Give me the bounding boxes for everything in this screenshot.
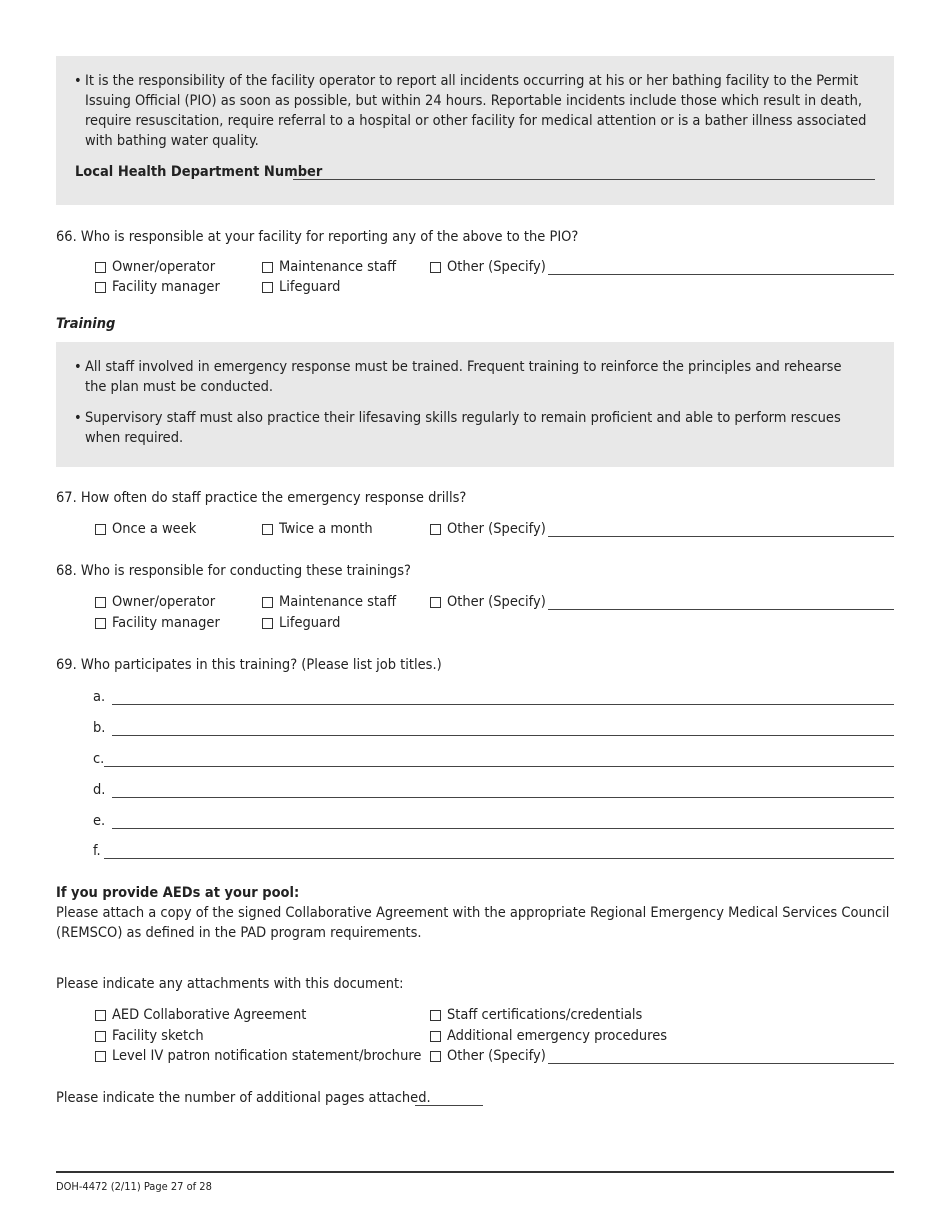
- q68-maintenance-staff-checkbox[interactable]: [262, 594, 396, 610]
- q66-lifeguard-checkbox[interactable]: [262, 279, 340, 295]
- notice-line-2: Issuing Official (PIO) as soon as possible, but within 24 hours. Reportable incidents include those which result in death,: [85, 93, 863, 109]
- lhd-number-label: Local Health Department Number: [75, 164, 323, 180]
- q66-question: 66. Who is responsible at your facility for reporting any of the above to the PIO?: [56, 229, 579, 245]
- option-label: Other (Specify): [447, 259, 546, 275]
- q66-other-checkbox[interactable]: [430, 259, 546, 275]
- checkbox-square: [262, 262, 273, 273]
- option-label: Lifeguard: [279, 279, 341, 295]
- option-label: Owner/operator: [112, 259, 216, 275]
- checkbox-square: [95, 262, 106, 273]
- aed-text-line-2: (REMSCO) as defined in the PAD program requirements.: [56, 925, 422, 941]
- q66-owner-operator-checkbox[interactable]: [95, 259, 215, 275]
- q67-twice-a-month-checkbox[interactable]: [262, 521, 373, 537]
- option-label: Other (Specify): [447, 1048, 546, 1064]
- option-label: Once a week: [112, 521, 197, 537]
- footer-rule: [56, 1171, 894, 1173]
- q69-letter-b: b.: [93, 720, 106, 736]
- training-bullet-1-line-1: All staff involved in emergency response must be trained. Frequent training to reinforce the principles and rehearse: [85, 359, 842, 375]
- q69-letter-d: d.: [93, 782, 106, 798]
- bullet: •: [74, 73, 82, 89]
- q68-question: 68. Who is responsible for conducting these trainings?: [56, 563, 411, 579]
- q69-job-title-field-d[interactable]: [112, 797, 894, 798]
- checkbox-square: [262, 524, 273, 535]
- checkbox-square: [430, 1031, 441, 1042]
- training-bullet-2-line-2: when required.: [85, 430, 184, 446]
- checkbox-square: [95, 1010, 106, 1021]
- option-label: Owner/operator: [112, 594, 216, 610]
- q68-other-specify-field[interactable]: [548, 609, 894, 610]
- option-label: AED Collaborative Agreement: [112, 1007, 307, 1023]
- q69-letter-f: f.: [93, 843, 101, 859]
- q66-facility-manager-checkbox[interactable]: [95, 279, 220, 295]
- training-bullet-2-line-1: Supervisory staff must also practice their lifesaving skills regularly to remain proficient and able to perform rescues: [85, 410, 841, 426]
- q68-other-checkbox[interactable]: [430, 594, 546, 610]
- checkbox-square: [95, 618, 106, 629]
- q69-letter-e: e.: [93, 813, 106, 829]
- lhd-number-field[interactable]: [293, 179, 875, 180]
- q68-lifeguard-checkbox[interactable]: [262, 615, 340, 631]
- option-label: Additional emergency procedures: [447, 1028, 668, 1044]
- q69-job-title-field-b[interactable]: [112, 735, 894, 736]
- checkbox-square: [430, 1010, 441, 1021]
- pages-attached-label: Please indicate the number of additional pages attached.: [56, 1090, 431, 1106]
- notice-line-1: It is the responsibility of the facility operator to report all incidents occurring at his or her bathing facility to the Permit: [85, 73, 859, 89]
- option-label: Lifeguard: [279, 615, 341, 631]
- option-label: Maintenance staff: [279, 594, 397, 610]
- bullet: •: [74, 359, 82, 375]
- pages-attached-field[interactable]: [415, 1105, 483, 1106]
- q67-once-a-week-checkbox[interactable]: [95, 521, 196, 537]
- option-label: Facility manager: [112, 279, 220, 295]
- q69-question: 69. Who participates in this training? (Please list job titles.): [56, 657, 442, 673]
- checkbox-square: [95, 524, 106, 535]
- level-iv-statement-checkbox[interactable]: [95, 1048, 421, 1064]
- option-label: Other (Specify): [447, 594, 546, 610]
- training-bullet-1-line-2: the plan must be conducted.: [85, 379, 274, 395]
- aed-agreement-checkbox[interactable]: [95, 1007, 306, 1023]
- attachments-other-checkbox[interactable]: [430, 1048, 546, 1064]
- q69-letter-c: c.: [93, 751, 105, 767]
- checkbox-square: [95, 1031, 106, 1042]
- option-label: Maintenance staff: [279, 259, 397, 275]
- facility-sketch-checkbox[interactable]: [95, 1028, 204, 1044]
- option-label: Other (Specify): [447, 521, 546, 537]
- checkbox-square: [95, 597, 106, 608]
- q66-maintenance-staff-checkbox[interactable]: [262, 259, 396, 275]
- q68-owner-operator-checkbox[interactable]: [95, 594, 215, 610]
- attachments-question: Please indicate any attachments with this document:: [56, 976, 404, 992]
- q67-other-checkbox[interactable]: [430, 521, 546, 537]
- notice-line-4: with bathing water quality.: [85, 133, 259, 149]
- notice-line-3: require resuscitation, require referral to a hospital or other facility for medical attention or is a bather illness associated: [85, 113, 867, 129]
- q67-other-specify-field[interactable]: [548, 536, 894, 537]
- checkbox-square: [430, 262, 441, 273]
- aed-heading: If you provide AEDs at your pool:: [56, 885, 300, 901]
- footer-form-id: DOH-4472 (2/11) Page 27 of 28: [56, 1180, 212, 1193]
- checkbox-square: [95, 1051, 106, 1062]
- additional-procedures-checkbox[interactable]: [430, 1028, 667, 1044]
- option-label: Facility sketch: [112, 1028, 204, 1044]
- option-label: Level IV patron notification statement/brochure: [112, 1048, 422, 1064]
- q68-facility-manager-checkbox[interactable]: [95, 615, 220, 631]
- bullet: •: [74, 410, 82, 426]
- checkbox-square: [262, 618, 273, 629]
- q69-job-title-field-c[interactable]: [104, 766, 894, 767]
- q66-other-specify-field[interactable]: [548, 274, 894, 275]
- option-label: Facility manager: [112, 615, 220, 631]
- q69-letter-a: a.: [93, 689, 106, 705]
- training-heading: Training: [56, 316, 116, 332]
- q69-job-title-field-e[interactable]: [112, 828, 894, 829]
- staff-certifications-checkbox[interactable]: [430, 1007, 642, 1023]
- option-label: Twice a month: [279, 521, 373, 537]
- checkbox-square: [430, 597, 441, 608]
- q69-job-title-field-a[interactable]: [112, 704, 894, 705]
- checkbox-square: [430, 1051, 441, 1062]
- q67-question: 67. How often do staff practice the emergency response drills?: [56, 490, 467, 506]
- checkbox-square: [262, 282, 273, 293]
- checkbox-square: [430, 524, 441, 535]
- checkbox-square: [95, 282, 106, 293]
- q69-job-title-field-f[interactable]: [104, 858, 894, 859]
- option-label: Staff certifications/credentials: [447, 1007, 643, 1023]
- checkbox-square: [262, 597, 273, 608]
- attachments-other-specify-field[interactable]: [548, 1063, 894, 1064]
- aed-text-line-1: Please attach a copy of the signed Collaborative Agreement with the appropriate Regional Emergency Medical Services Council: [56, 905, 890, 921]
